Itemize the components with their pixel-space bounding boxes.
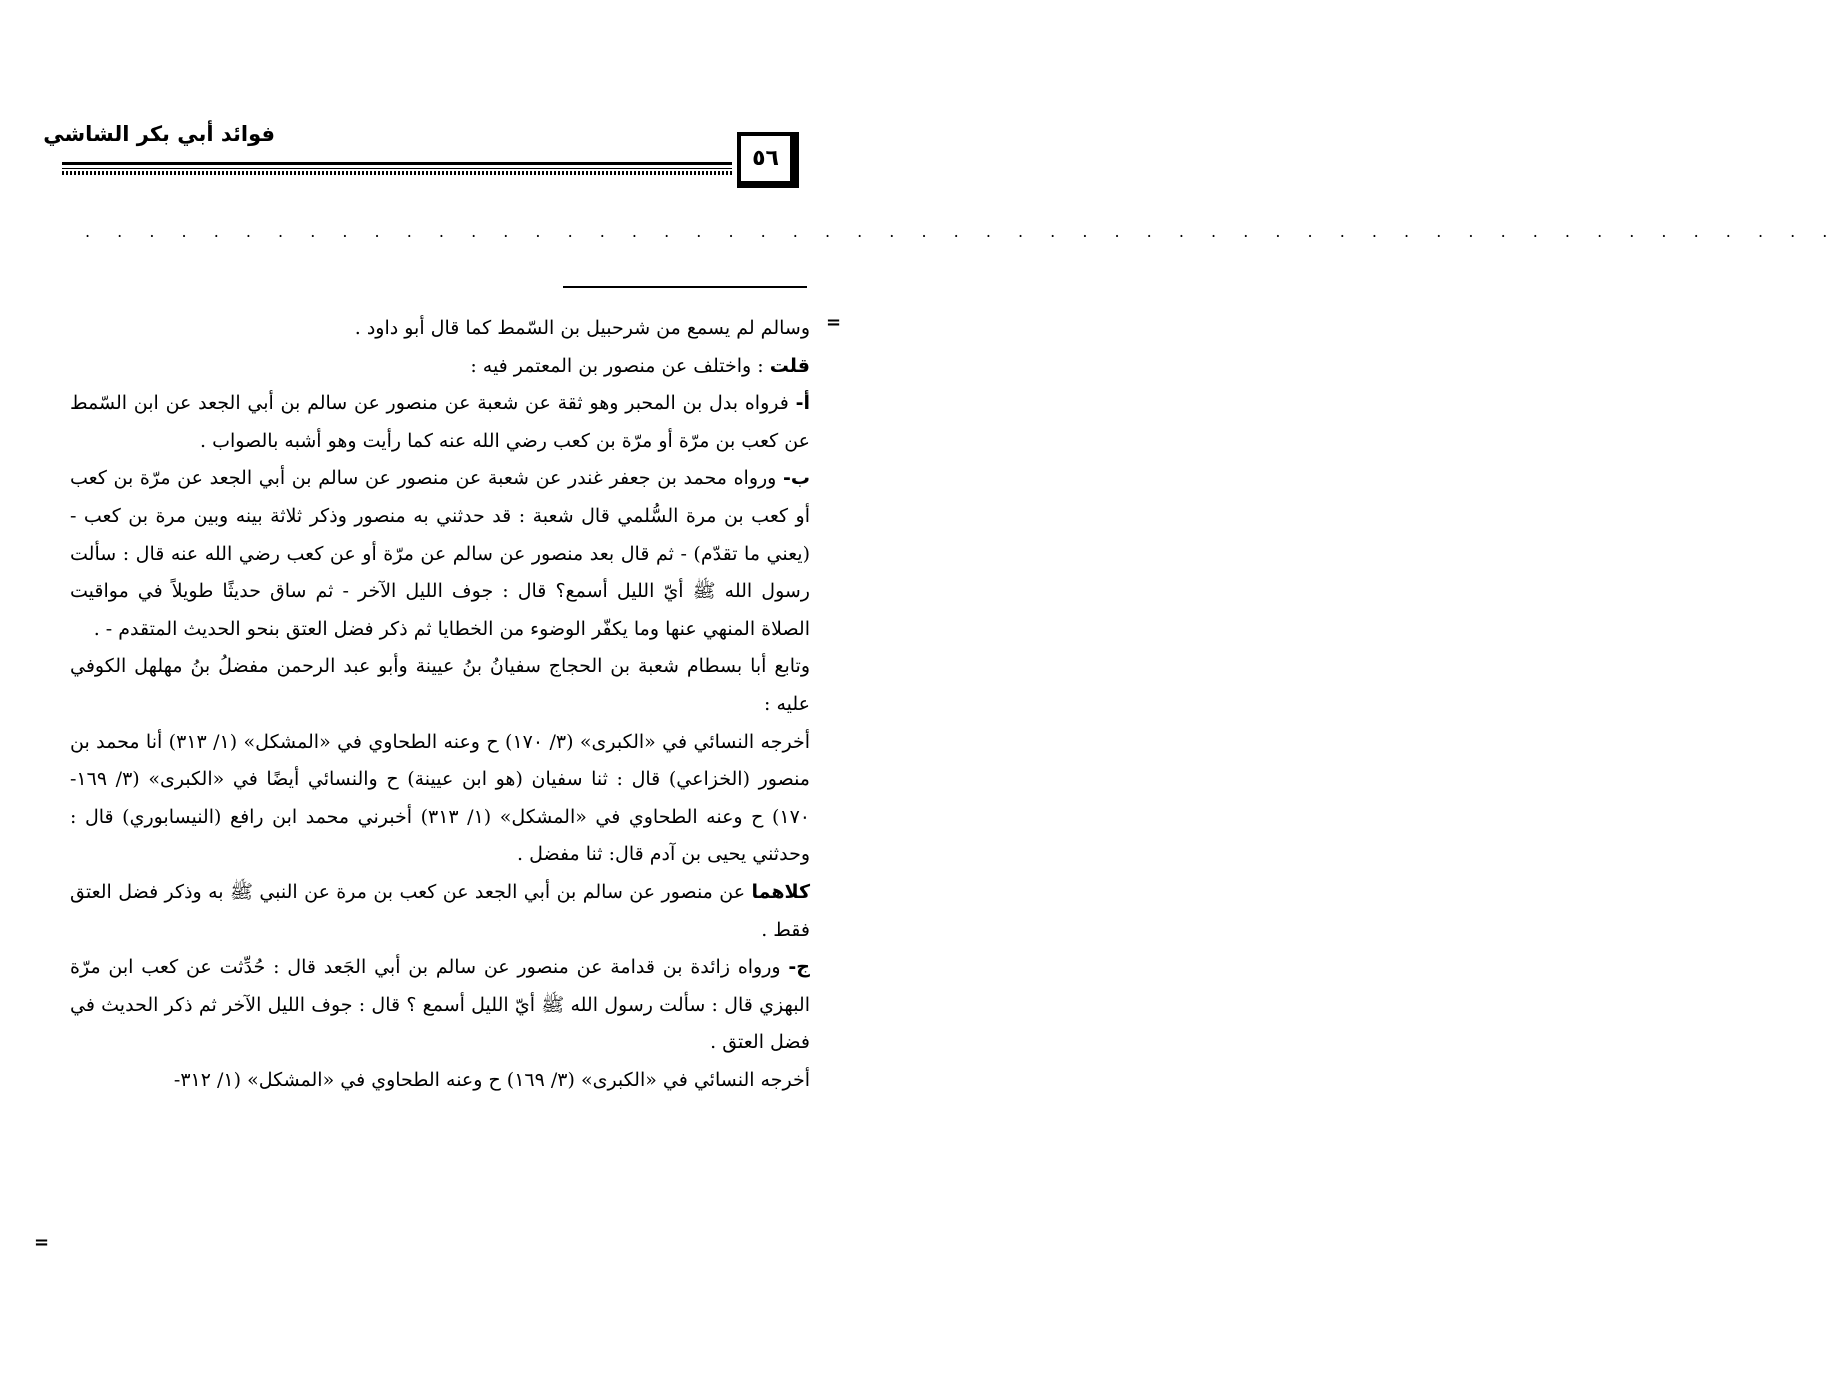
header-rule-thick (62, 162, 732, 165)
paragraph (70, 949, 810, 1062)
page-number-box (737, 132, 799, 188)
paragraph (70, 310, 810, 348)
header-rule-hatched (62, 171, 732, 175)
paragraph-text: عن منصور عن سالم بن أبي الجعد عن كعب بن مرة عن النبي ﷺ به وذكر فضل العتق فقط . (70, 880, 810, 941)
paragraph (70, 648, 810, 723)
paragraph-text: وسالم لم يسمع من شرحبيل بن السّمط كما قال أبو داود . (354, 317, 810, 339)
continuation-mark-bottom: = (34, 1232, 50, 1253)
paragraph (70, 348, 810, 386)
paragraph-text: ورواه محمد بن جعفر غندر عن شعبة عن منصور عن سالم بن أبي الجعد عن مرّة بن كعب أو كعب بن مرة السُّلمي قال شعبة : قد حدثني به منصور وذكر ثلاثة بينه وبين مرة بن كعب - (يعني ما تقدّم) - ثم قال بعد منصور عن سالم عن مرّة أو عن كعب رضي الله عنه قال : سألت رسول الله ﷺ أيّ الليل أسمع؟ قال : جوف الليل الآخر - ثم ساق حديثًا طويلاً في مواقيت الصلاة المنهي عنها وما يكفّر الوضوء من الخطايا ثم ذكر فضل العتق بنحو الحديث المتقدم - . (70, 467, 810, 640)
running-title: فوائد أبي بكر الشاشي (43, 122, 275, 146)
paragraph (70, 460, 810, 648)
paragraph-lead: ب- (783, 467, 810, 490)
footnote-body (70, 310, 810, 1099)
paragraph-text: أخرجه النسائي في «الكبرى» (٣/ ١٦٩) ح وعنه الطحاوي في «المشكل» (١/ ٣١٢- (173, 1068, 810, 1091)
paragraph (70, 385, 810, 460)
continuation-mark-top: = (826, 312, 842, 333)
paragraph-text: فرواه بدل بن المحبر وهو ثقة عن شعبة عن منصور عن سالم بن أبي الجعد عن ابن السّمط عن كعب بن مرّة أو مرّة بن كعب رضي الله عنه كما رأيت وهو أشبه بالصواب . (70, 392, 810, 452)
page-number: ٥٦ (752, 146, 779, 171)
footnote-rule (563, 286, 807, 288)
paragraph (70, 724, 810, 874)
paragraph-text: وتابع أبا بسطام شعبة بن الحجاج سفيانُ بنُ عيينة وأبو عبد الرحمن مفضلُ بنُ مهلهل الكوفي عليه : (70, 655, 810, 715)
paragraph-text: ورواه زائدة بن قدامة عن منصور عن سالم بن أبي الجَعد قال : حُدِّثت عن كعب ابن مرّة البهزي قال : سألت رسول الله ﷺ أيّ الليل أسمع ؟ قال : جوف الليل الآخر ثم ذكر الحديث في فضل العتق . (70, 956, 810, 1054)
dotted-separator: . . . . . . . . . . . . . . . . . . . . . . . . . . . . . . . . . . . . . . . . . . . . . . . . . . . . . . . (85, 222, 1838, 241)
header-rule-thin (62, 168, 732, 169)
paragraph-lead: قلت (769, 354, 810, 377)
paragraph-text: : واختلف عن منصور بن المعتمر فيه : (470, 354, 770, 377)
paragraph (70, 1062, 810, 1100)
paragraph-lead: أ- (795, 392, 810, 415)
paragraph-lead: كلاهما (751, 880, 810, 903)
paragraph-text: أخرجه النسائي في «الكبرى» (٣/ ١٧٠) ح وعنه الطحاوي في «المشكل» (١/ ٣١٣) أنا محمد بن منصور (الخزاعي) قال : ثنا سفيان (هو ابن عيينة) ح والنسائي أيضًا في «الكبرى» (٣/ ١٦٩- ١٧٠) ح وعنه الطحاوي في «المشكل» (١/ ٣١٣) أخبرني محمد ابن رافع (النيسابوري) قال : وحدثني يحيى بن آدم قال: ثنا مفضل . (70, 730, 810, 866)
paragraph-lead: ج- (788, 956, 810, 979)
paragraph (70, 874, 810, 949)
